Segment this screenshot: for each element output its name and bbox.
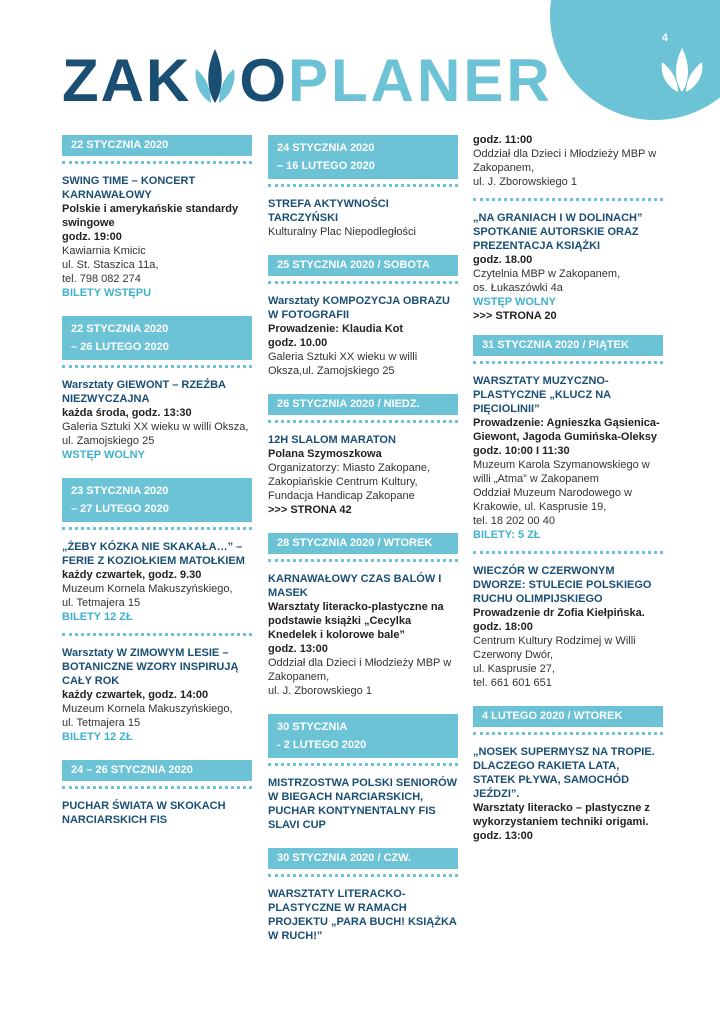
tickets-link[interactable]: BILETY: 5 ZŁ: [473, 529, 541, 541]
dotted-divider: [62, 362, 252, 368]
event-time: godz. 10:00 I 11:30: [473, 445, 570, 457]
tickets-link[interactable]: BILETY 12 ZŁ: [62, 731, 133, 743]
dotted-divider: [268, 278, 458, 284]
event-para-buch-continued: [473, 133, 663, 189]
event-time: godz. 13:00: [268, 643, 328, 655]
event-time: godz. 18.00: [473, 254, 533, 266]
event-address: ul. Kasprusie 27,: [473, 663, 555, 675]
date-start: 30 STYCZNIA: [277, 721, 348, 733]
event-subtitle: Warsztaty literacko – plastyczne z wykorzystaniem techniki origami.: [473, 802, 650, 828]
event-tarczynski: [268, 197, 458, 239]
event-venue: Galeria Sztuki XX wieku w willi Oksza, ul. Zamojskiego 25: [62, 421, 249, 447]
page-reference[interactable]: >>> STRONA 42: [268, 504, 352, 516]
event-venue: Kawiarnia Kmicic: [62, 245, 146, 257]
event-giewont: [62, 378, 252, 462]
event-venue: Oddział dla Dzieci i Młodzieży MBP w Zakopanem,: [268, 657, 452, 683]
event-title: „NA GRANIACH I W DOLINACH” SPOTKANIE AUTORSKIE ORAZ PREZENTACJA KSIĄŻKI: [473, 212, 643, 252]
event-para-buch: [268, 887, 458, 943]
dotted-divider: [62, 524, 252, 530]
event-kompozycja: [268, 294, 458, 378]
date-bar: 30 STYCZNIA 2020 / CZW.: [268, 848, 458, 869]
date-bar: [268, 714, 458, 758]
event-time: każdy czwartek, godz. 14:00: [62, 689, 209, 701]
date-bar: 25 STYCZNIA 2020 / SOBOTA: [268, 255, 458, 276]
event-kozka: [62, 540, 252, 624]
dotted-divider: [473, 358, 663, 364]
event-phone: tel. 661 601 651: [473, 677, 552, 689]
event-title: WIECZÓR W CZERWONYM DWORZE: STULECIE POLSKIEGO RUCHU OLIMPIJSKIEGO: [473, 565, 652, 605]
dotted-divider: [268, 181, 458, 187]
date-end: – 26 LUTEGO 2020: [71, 341, 169, 353]
entry-free-link[interactable]: WSTĘP WOLNY: [473, 296, 556, 308]
event-host: Prowadzenie: Agnieszka Gąsienica-Giewont, Jagoda Gumińska-Oleksy: [473, 417, 660, 443]
column-3: [473, 133, 663, 843]
event-venue: Kulturalny Plac Niepodległości: [268, 226, 416, 238]
logo-part-planer: PLANER: [287, 47, 553, 114]
event-wieczor: [473, 564, 663, 690]
date-end: - 2 LUTEGO 2020: [277, 739, 367, 751]
event-address: ul. Tetmajera 15: [62, 717, 141, 729]
event-venue: Czytelnia MBP w Zakopanem,: [473, 268, 621, 280]
event-address: ul. J. Zborowskiego 1: [473, 176, 577, 188]
event-venue: Polana Szymoszkowa: [268, 448, 382, 460]
dotted-divider: [62, 158, 252, 164]
date-end: – 16 LUTEGO 2020: [277, 160, 375, 172]
dotted-divider: [268, 417, 458, 423]
dotted-divider: [62, 630, 252, 636]
column-2: [268, 135, 458, 943]
event-address: ul. Tetmajera 15: [62, 597, 141, 609]
event-title: KARNAWAŁOWY CZAS BALÓW I MASEK: [268, 573, 442, 599]
date-bar: [268, 135, 458, 179]
event-subtitle: Warsztaty literacko-plastyczne na podstawie książki „Cecylka Knedelek i kolorowe bale”: [268, 601, 444, 641]
event-time: każdy czwartek, godz. 9.30: [62, 569, 202, 581]
logo-part-o: O: [239, 47, 288, 114]
event-time: godz. 19:00: [62, 231, 122, 243]
event-title: STREFA AKTYWNOŚCI TARCZYŃSKI: [268, 198, 389, 224]
event-venue: Muzeum Kornela Makuszyńskiego,: [62, 703, 233, 715]
event-title: 12H SLALOM MARATON: [268, 434, 396, 446]
event-swing-time: [62, 174, 252, 300]
leaf-icon: [652, 40, 712, 100]
event-venue: Muzeum Kornela Makuszyńskiego,: [62, 583, 233, 595]
event-host: Prowadzenie: Klaudia Kot: [268, 323, 404, 335]
page-number: 4: [661, 32, 668, 44]
date-bar: 28 STYCZNIA 2020 / WTOREK: [268, 533, 458, 554]
dotted-divider: [473, 195, 663, 201]
dotted-divider: [268, 760, 458, 766]
event-title: WARSZTATY LITERACKO-PLASTYCZNE W RAMACH PROJEKTU „PARA BUCH! KSIĄŻKA W RUCH!”: [268, 888, 457, 942]
event-klucz: [473, 374, 663, 542]
event-title: SWING TIME – KONCERT KARNAWAŁOWY: [62, 175, 196, 201]
event-time: godz. 13:00: [473, 830, 533, 842]
event-title: MISTRZOSTWA POLSKI SENIORÓW W BIEGACH NARCIARSKICH, PUCHAR KONTYNENTALNY FIS SLAVI CUP: [268, 777, 458, 831]
event-address: ul. J. Zborowskiego 1: [268, 685, 372, 697]
event-title: Warsztaty GIEWONT – RZEŹBA NIEZWYCZAJNA: [62, 379, 226, 405]
event-phone: tel. 798 082 274: [62, 273, 141, 285]
tickets-link[interactable]: BILETY WSTĘPU: [62, 287, 152, 299]
date-bar: 4 LUTEGO 2020 / WTOREK: [473, 706, 663, 727]
event-nosek: [473, 745, 663, 843]
event-organizers: Organizatorzy: Miasto Zakopane, Zakopiańskie Centrum Kultury, Fundacja Handicap Zakopane: [268, 462, 431, 502]
date-bar: [62, 478, 252, 522]
event-subtitle: Polskie i amerykańskie standardy swingowe: [62, 203, 239, 229]
event-puchar-swiata: [62, 799, 252, 827]
event-mistrzostwa: [268, 776, 458, 832]
event-venue: Galeria Sztuki XX wieku w willi Oksza,ul. Zamojskiego 25: [268, 351, 418, 377]
event-time: godz. 11:00: [473, 134, 533, 146]
event-address: Oddział Muzeum Narodowego w Krakowie, ul. Kasprusie 19,: [473, 487, 632, 513]
event-title: Warsztaty W ZIMOWYM LESIE – BOTANICZNE WZORY INSPIRUJĄ CAŁY ROK: [62, 647, 239, 687]
event-na-graniach: [473, 211, 663, 323]
event-zimowy-las: [62, 646, 252, 744]
entry-free-link[interactable]: WSTĘP WOLNY: [62, 449, 145, 461]
date-bar: 31 STYCZNIA 2020 / PIĄTEK: [473, 335, 663, 356]
date-end: – 27 LUTEGO 2020: [71, 503, 169, 515]
event-time: każda środa, godz. 13:30: [62, 407, 192, 419]
event-address: ul. St. Staszica 11a,: [62, 259, 159, 271]
event-karnawalowy: [268, 572, 458, 698]
event-time: godz. 10.00: [268, 337, 328, 349]
masthead-logo: [62, 45, 553, 117]
event-title: „NOSEK SUPERMYSZ NA TROPIE. DLACZEGO RAKIETA LATA, STATEK PŁYWA, SAMOCHÓD JEŹDZI”.: [473, 746, 655, 800]
date-bar: 24 – 26 STYCZNIA 2020: [62, 760, 252, 781]
event-title: „ŻEBY KÓZKA NIE SKAKAŁA…” – FERIE Z KOZIOŁKIEM MATOŁKIEM: [62, 541, 245, 567]
date-bar: 22 STYCZNIA 2020: [62, 135, 252, 156]
date-start: 23 STYCZNIA 2020: [71, 485, 169, 497]
tickets-link[interactable]: BILETY 12 ZŁ: [62, 611, 133, 623]
event-address: os. Łukaszówki 4a: [473, 282, 563, 294]
event-title: WARSZTATY MUZYCZNO-PLASTYCZNE „KLUCZ NA PIĘCIOLINII”: [473, 375, 611, 415]
logo-leaf-icon: [192, 45, 238, 105]
event-phone: tel. 18 202 00 40: [473, 515, 555, 527]
column-1: [62, 135, 252, 827]
page-reference[interactable]: >>> STRONA 20: [473, 310, 557, 322]
event-venue: Muzeum Karola Szymanowskiego w willi „Atma” w Zakopanem: [473, 459, 650, 485]
date-start: 24 STYCZNIA 2020: [277, 142, 375, 154]
event-venue: Oddział dla Dzieci i Młodzieży MBP w Zakopanem,: [473, 148, 657, 174]
date-start: 22 STYCZNIA 2020: [71, 323, 169, 335]
event-venue: Centrum Kultury Rodzimej w Willi Czerwony Dwór,: [473, 635, 636, 661]
logo-part-zak: ZAK: [62, 47, 192, 114]
dotted-divider: [62, 783, 252, 789]
event-title: PUCHAR ŚWIATA W SKOKACH NARCIARSKICH FIS: [62, 800, 226, 826]
event-host: Prowadzenie dr Zofia Kiełpińska.: [473, 607, 645, 619]
dotted-divider: [473, 729, 663, 735]
event-slalom: [268, 433, 458, 517]
event-time: godz. 18:00: [473, 621, 533, 633]
dotted-divider: [268, 556, 458, 562]
date-bar: 26 STYCZNIA 2020 / NIEDZ.: [268, 394, 458, 415]
date-bar: [62, 316, 252, 360]
dotted-divider: [473, 548, 663, 554]
event-title: Warsztaty KOMPOZYCJA OBRAZU W FOTOGRAFII: [268, 295, 450, 321]
dotted-divider: [268, 871, 458, 877]
